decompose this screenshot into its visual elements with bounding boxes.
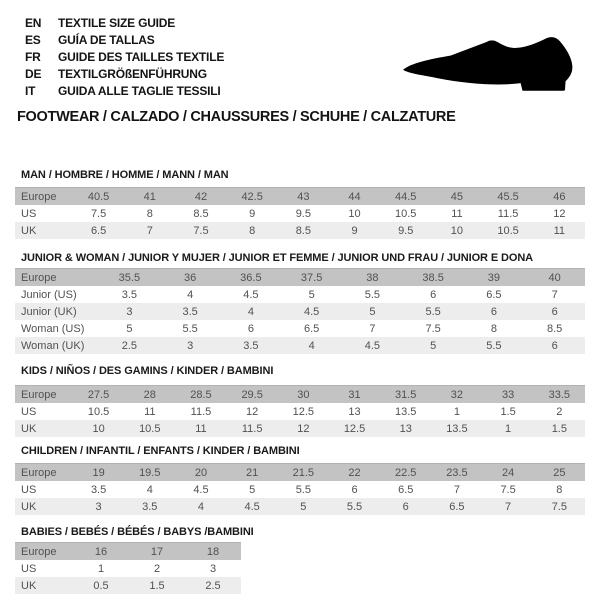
size-cell: 9.5 bbox=[295, 207, 311, 220]
language-label: GUIDA ALLE TAGLIE TESSILI bbox=[58, 84, 221, 98]
size-cell: 40.5 bbox=[73, 188, 124, 206]
size-row bbox=[15, 420, 585, 437]
size-cell: 44 bbox=[329, 188, 380, 206]
language-code: IT bbox=[25, 84, 36, 98]
children-size-table bbox=[15, 463, 585, 515]
size-cell: 10.5 bbox=[87, 405, 110, 418]
size-cell: 28 bbox=[124, 386, 175, 404]
size-cell: 13.5 bbox=[431, 420, 482, 437]
size-cell: 3.5 bbox=[124, 498, 175, 515]
size-cell: 4.5 bbox=[243, 288, 259, 301]
size-cell: 6.5 bbox=[73, 222, 124, 239]
size-cell: 0.5 bbox=[73, 577, 129, 594]
row-label: Woman (UK) bbox=[15, 337, 99, 354]
size-cell: 12 bbox=[278, 420, 329, 437]
size-cell: 18 bbox=[185, 543, 241, 561]
size-row bbox=[15, 498, 585, 515]
row-label: Europe bbox=[15, 269, 99, 287]
size-cell: 8.5 bbox=[278, 222, 329, 239]
size-cell: 4.5 bbox=[281, 303, 342, 320]
size-cell: 38 bbox=[342, 269, 403, 287]
size-cell: 8 bbox=[146, 207, 153, 220]
size-cell: 7.5 bbox=[534, 498, 585, 515]
size-cell: 7.5 bbox=[500, 483, 516, 496]
size-row bbox=[15, 205, 585, 222]
size-cell: 6 bbox=[430, 288, 437, 301]
size-cell: 13.5 bbox=[395, 405, 417, 418]
size-cell: 31.5 bbox=[380, 386, 431, 404]
size-row bbox=[15, 337, 585, 354]
section-junior-woman bbox=[0, 252, 600, 354]
size-cell: 5.5 bbox=[182, 322, 198, 335]
row-label: UK bbox=[15, 420, 73, 437]
language-label: TEXTILGRÖßENFÜHRUNG bbox=[58, 67, 207, 81]
row-label: US bbox=[21, 405, 37, 418]
size-cell: 12 bbox=[246, 405, 259, 418]
junior-woman-size-table bbox=[15, 268, 585, 354]
size-cell: 7 bbox=[453, 483, 460, 496]
size-cell: 7.5 bbox=[425, 322, 441, 335]
size-cell: 4.5 bbox=[193, 483, 209, 496]
row-label: Europe bbox=[15, 386, 73, 404]
size-cell: 4 bbox=[221, 303, 282, 320]
size-cell: 33.5 bbox=[534, 386, 585, 404]
size-cell: 24 bbox=[483, 464, 534, 482]
size-cell: 3 bbox=[73, 498, 124, 515]
size-cell: 45.5 bbox=[483, 188, 534, 206]
header-row bbox=[15, 188, 585, 206]
size-cell: 32 bbox=[431, 386, 482, 404]
size-cell: 5 bbox=[249, 483, 256, 496]
header-row bbox=[15, 386, 585, 404]
size-cell: 3.5 bbox=[121, 288, 138, 301]
header-row bbox=[15, 269, 585, 287]
size-cell: 35.5 bbox=[99, 269, 160, 287]
size-cell: 10 bbox=[348, 207, 361, 220]
section-title-man: MAN / HOMBRE / HOMME / MANN / MAN bbox=[21, 169, 229, 181]
size-cell: 11 bbox=[175, 420, 226, 437]
header-row bbox=[15, 543, 241, 561]
size-cell: 3 bbox=[99, 303, 160, 320]
row-label: US bbox=[21, 207, 37, 220]
size-cell: 39 bbox=[464, 269, 525, 287]
row-label: Europe bbox=[15, 188, 73, 206]
size-cell: 42 bbox=[175, 188, 226, 206]
size-cell: 11 bbox=[451, 207, 463, 220]
size-cell: 11.5 bbox=[190, 405, 212, 418]
size-cell: 3 bbox=[209, 562, 217, 575]
row-label: Junior (UK) bbox=[15, 303, 99, 320]
language-label: TEXTILE SIZE GUIDE bbox=[58, 16, 176, 30]
size-cell: 41 bbox=[124, 188, 175, 206]
size-cell: 5 bbox=[126, 322, 133, 335]
size-cell: 21 bbox=[227, 464, 278, 482]
category-heading: FOOTWEAR / CALZADO / CHAUSSURES / SCHUHE / CALZATURE bbox=[17, 109, 456, 125]
size-cell: 3.5 bbox=[160, 303, 221, 320]
size-row bbox=[15, 560, 241, 577]
row-label: Junior (US) bbox=[21, 288, 77, 301]
size-cell: 8 bbox=[490, 322, 497, 335]
size-row bbox=[15, 222, 585, 239]
language-code: FR bbox=[25, 50, 41, 64]
size-cell: 6 bbox=[351, 483, 358, 496]
size-cell: 38.5 bbox=[403, 269, 464, 287]
size-cell: 6 bbox=[247, 322, 254, 335]
size-cell: 3.5 bbox=[90, 483, 107, 496]
section-title-kids: KIDS / NIÑOS / DES GAMINS / KINDER / BAMBINI bbox=[21, 365, 274, 377]
section-title-babies: BABIES / BEBÉS / BÉBÉS / BABYS /BAMBINI bbox=[21, 526, 254, 538]
header-row bbox=[15, 464, 585, 482]
size-cell: 28.5 bbox=[175, 386, 226, 404]
size-cell: 9.5 bbox=[380, 222, 431, 239]
kids-size-table bbox=[15, 385, 585, 437]
size-cell: 7 bbox=[483, 498, 534, 515]
size-cell: 10.5 bbox=[483, 222, 534, 239]
language-label: GUIDE DES TAILLES TEXTILE bbox=[58, 50, 225, 64]
language-code: DE bbox=[25, 67, 42, 81]
size-cell: 6 bbox=[524, 337, 585, 354]
section-title-children: CHILDREN / INFANTIL / ENFANTS / KINDER / BAMBINI bbox=[21, 445, 300, 457]
size-cell: 7 bbox=[551, 288, 558, 301]
size-cell: 5 bbox=[403, 337, 464, 354]
size-cell: 2 bbox=[153, 562, 161, 575]
section-title-junior-woman: JUNIOR & WOMAN / JUNIOR Y MUJER / JUNIOR ET FEMME / JUNIOR UND FRAU / JUNIOR E DONA bbox=[21, 252, 534, 264]
size-cell: 33 bbox=[483, 386, 534, 404]
size-cell: 13 bbox=[348, 405, 361, 418]
size-cell: 2 bbox=[556, 405, 563, 418]
size-cell: 17 bbox=[129, 543, 185, 561]
size-cell: 36.5 bbox=[221, 269, 282, 287]
dress-shoe-icon bbox=[392, 22, 590, 108]
size-cell: 7.5 bbox=[175, 222, 226, 239]
size-cell: 22 bbox=[329, 464, 380, 482]
row-label: Woman (US) bbox=[21, 322, 85, 335]
size-cell: 43 bbox=[278, 188, 329, 206]
size-cell: 19.5 bbox=[124, 464, 175, 482]
size-cell: 21.5 bbox=[278, 464, 329, 482]
size-cell: 23.5 bbox=[431, 464, 482, 482]
size-cell: 1 bbox=[97, 562, 105, 575]
size-cell: 46 bbox=[534, 188, 585, 206]
size-cell: 1 bbox=[453, 405, 460, 418]
size-cell: 19 bbox=[73, 464, 124, 482]
man-size-table bbox=[15, 187, 585, 239]
row-label: Europe bbox=[15, 543, 73, 561]
size-cell: 5.5 bbox=[295, 483, 311, 496]
size-cell: 8.5 bbox=[193, 207, 209, 220]
size-cell: 22.5 bbox=[380, 464, 431, 482]
section-kids bbox=[0, 365, 600, 437]
size-cell: 6.5 bbox=[431, 498, 482, 515]
size-cell: 45 bbox=[431, 188, 482, 206]
size-cell: 1.5 bbox=[500, 405, 516, 418]
size-cell: 42.5 bbox=[227, 188, 278, 206]
size-row bbox=[15, 286, 585, 303]
size-cell: 7.5 bbox=[90, 207, 107, 220]
language-code: ES bbox=[25, 33, 41, 47]
language-label: GUÍA DE TALLAS bbox=[58, 33, 155, 47]
size-cell: 36 bbox=[160, 269, 221, 287]
size-cell: 10 bbox=[431, 222, 482, 239]
size-cell: 5.5 bbox=[403, 303, 464, 320]
size-cell: 31 bbox=[329, 386, 380, 404]
size-cell: 5.5 bbox=[364, 288, 381, 301]
size-row bbox=[15, 320, 585, 337]
size-cell: 4 bbox=[146, 483, 153, 496]
size-cell: 27.5 bbox=[73, 386, 124, 404]
size-cell: 30 bbox=[278, 386, 329, 404]
row-label: Europe bbox=[15, 464, 73, 482]
row-label: UK bbox=[15, 577, 73, 594]
size-cell: 37.5 bbox=[281, 269, 342, 287]
size-cell: 11 bbox=[534, 222, 585, 239]
size-cell: 6 bbox=[380, 498, 431, 515]
row-label: US bbox=[21, 562, 37, 575]
size-cell: 6 bbox=[524, 303, 585, 320]
size-cell: 8.5 bbox=[546, 322, 563, 335]
size-cell: 16 bbox=[73, 543, 129, 561]
section-babies bbox=[0, 526, 600, 594]
size-cell: 5 bbox=[278, 498, 329, 515]
size-cell: 3 bbox=[160, 337, 221, 354]
row-label: UK bbox=[15, 498, 73, 515]
size-cell: 12.5 bbox=[292, 405, 315, 418]
size-cell: 12.5 bbox=[329, 420, 380, 437]
language-code: EN bbox=[25, 16, 42, 30]
size-cell: 4.5 bbox=[342, 337, 403, 354]
size-cell: 1.5 bbox=[129, 577, 185, 594]
size-cell: 1.5 bbox=[534, 420, 585, 437]
section-children bbox=[0, 445, 600, 515]
size-cell: 5.5 bbox=[329, 498, 380, 515]
size-row bbox=[15, 303, 585, 320]
size-row bbox=[15, 577, 241, 594]
size-cell: 5.5 bbox=[464, 337, 525, 354]
size-cell: 4 bbox=[281, 337, 342, 354]
row-label: US bbox=[21, 483, 37, 496]
size-cell: 10.5 bbox=[395, 207, 417, 220]
size-cell: 29.5 bbox=[227, 386, 278, 404]
size-cell: 9 bbox=[329, 222, 380, 239]
babies-size-table bbox=[15, 542, 241, 594]
size-cell: 10.5 bbox=[124, 420, 175, 437]
size-cell: 8 bbox=[227, 222, 278, 239]
size-cell: 6.5 bbox=[486, 288, 502, 301]
size-cell: 44.5 bbox=[380, 188, 431, 206]
size-cell: 1 bbox=[483, 420, 534, 437]
size-cell: 7 bbox=[124, 222, 175, 239]
row-label: UK bbox=[15, 222, 73, 239]
size-cell: 4 bbox=[175, 498, 226, 515]
size-cell: 10 bbox=[73, 420, 124, 437]
size-cell: 11.5 bbox=[227, 420, 278, 437]
size-cell: 2.5 bbox=[185, 577, 241, 594]
size-cell: 5 bbox=[342, 303, 403, 320]
size-cell: 3.5 bbox=[221, 337, 282, 354]
size-cell: 6.5 bbox=[303, 322, 320, 335]
size-cell: 20 bbox=[175, 464, 226, 482]
section-man bbox=[0, 169, 600, 239]
size-cell: 7 bbox=[369, 322, 376, 335]
size-cell: 5 bbox=[308, 288, 315, 301]
size-cell: 2.5 bbox=[99, 337, 160, 354]
size-cell: 9 bbox=[249, 207, 256, 220]
size-cell: 8 bbox=[556, 483, 563, 496]
size-cell: 25 bbox=[534, 464, 585, 482]
size-cell: 13 bbox=[380, 420, 431, 437]
size-cell: 40 bbox=[524, 269, 585, 287]
size-row bbox=[15, 481, 585, 498]
size-cell: 6 bbox=[464, 303, 525, 320]
size-cell: 4 bbox=[187, 288, 194, 301]
size-cell: 12 bbox=[553, 207, 566, 220]
size-cell: 11.5 bbox=[497, 207, 519, 220]
size-cell: 6.5 bbox=[398, 483, 414, 496]
size-cell: 4.5 bbox=[227, 498, 278, 515]
size-row bbox=[15, 403, 585, 420]
size-cell: 11 bbox=[144, 405, 156, 418]
